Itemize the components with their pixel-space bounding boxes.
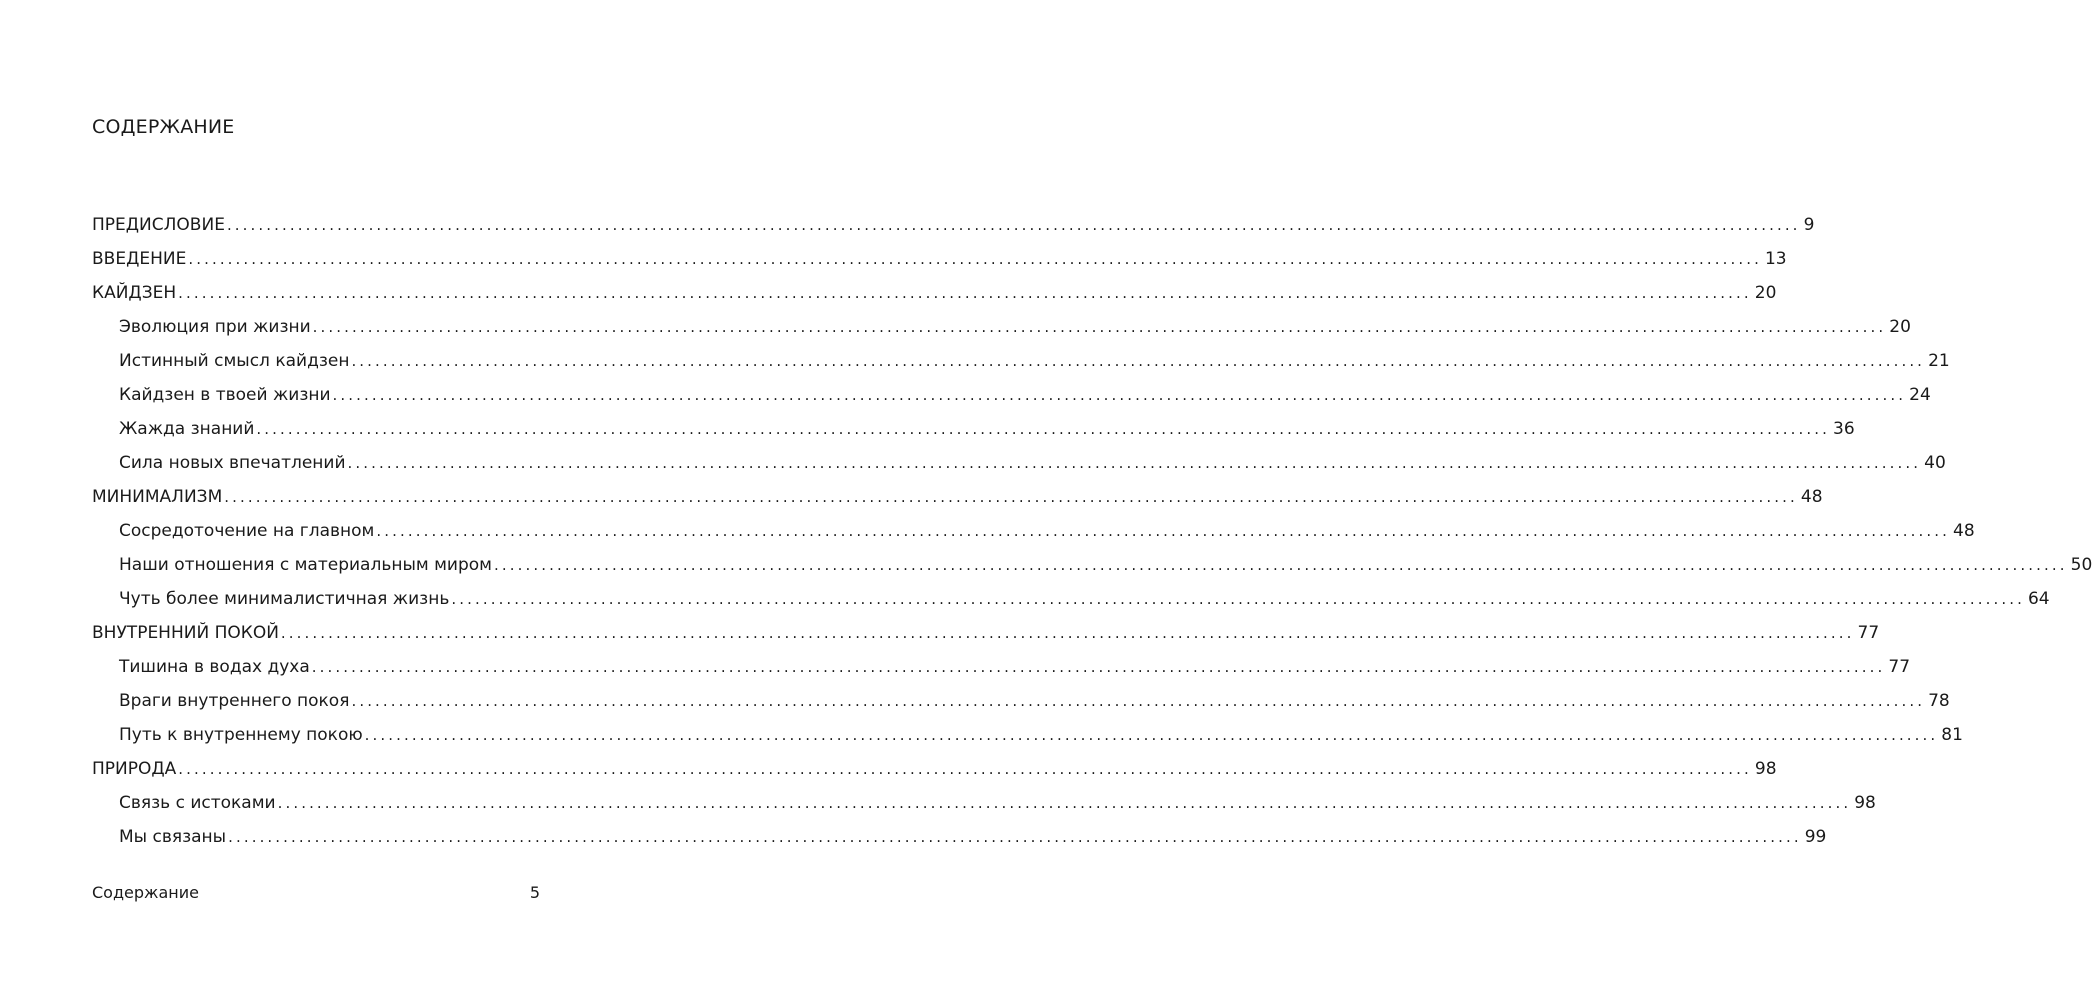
toc-entry-page: 9 — [1803, 215, 1815, 235]
toc-subsection-entry — [92, 650, 1911, 684]
toc-entry-page: 50 — [2070, 555, 2092, 575]
toc-entry-page: 21 — [1928, 351, 1950, 371]
toc-entry-page: 48 — [1800, 487, 1823, 507]
toc-leader-dots: ........................................................................................................................................................................................................ — [451, 590, 2025, 608]
toc-entry-label: Наши отношения с материальным миром — [119, 555, 492, 575]
toc-entry-page: 20 — [1754, 283, 1777, 303]
toc-entry-page: 78 — [1928, 691, 1950, 711]
toc-entry-label: ПРИРОДА — [92, 759, 177, 779]
toc-section-entry — [92, 208, 1815, 242]
toc-entry-label: Сосредоточение на главном — [119, 521, 375, 541]
page-title: СОДЕРЖАНИЕ — [92, 116, 235, 138]
toc-entry-label: КАЙДЗЕН — [92, 283, 177, 303]
toc-entry-page: 24 — [1909, 385, 1931, 405]
toc-entry-label: Эволюция при жизни — [119, 317, 311, 337]
toc-entry-page: 36 — [1833, 419, 1855, 439]
toc-subsection-entry — [92, 718, 1963, 752]
toc-entry-label: ПРЕДИСЛОВИЕ — [92, 215, 225, 235]
toc-entry-label: МИНИМАЛИЗМ — [92, 487, 223, 507]
toc-entry-label: Чуть более минималистичная жизнь — [119, 589, 450, 609]
toc-entry-label: Связь с истоками — [119, 793, 276, 813]
toc-leader-dots: ........................................................................................................................................................................................................ — [494, 556, 2068, 574]
toc-subsection-entry — [92, 684, 1950, 718]
toc-leader-dots: ........................................................................................................................................................................................................ — [347, 454, 1922, 472]
toc-entry-label: Тишина в водах духа — [119, 657, 310, 677]
toc-leader-dots: ........................................................................................................................................................................................................ — [277, 794, 1852, 812]
toc-entry-page: 77 — [1857, 623, 1880, 643]
toc-subsection-entry — [92, 548, 2092, 582]
toc-section-entry — [92, 752, 1777, 786]
toc-leader-dots: ........................................................................................................................................................................................................ — [280, 624, 1855, 642]
toc-leader-dots: ........................................................................................................................................................................................................ — [351, 692, 1926, 710]
toc-entry-page: 48 — [1953, 521, 1975, 541]
toc-entry-label: Путь к внутреннему покою — [119, 725, 363, 745]
toc-entry-label: Истинный смысл кайдзен — [119, 351, 350, 371]
toc-entry-page: 77 — [1888, 657, 1911, 677]
toc-subsection-entry — [92, 378, 1931, 412]
toc-entry-page: 81 — [1941, 725, 1963, 745]
toc-leader-dots: ........................................................................................................................................................................................................ — [364, 726, 1939, 744]
toc-entry-page: 99 — [1804, 827, 1827, 847]
toc-section-entry — [92, 242, 1787, 276]
toc-subsection-entry — [92, 582, 2050, 616]
toc-subsection-entry — [92, 820, 1827, 854]
toc-entry-label: Враги внутреннего покоя — [119, 691, 350, 711]
toc-leader-dots: ........................................................................................................................................................................................................ — [228, 828, 1802, 846]
toc-entry-page: 98 — [1754, 759, 1777, 779]
toc-subsection-entry — [92, 310, 1911, 344]
toc-entry-label: Мы связаны — [119, 827, 227, 847]
running-footer-title: Содержание — [92, 883, 199, 902]
toc-entry-label: Кайдзен в твоей жизни — [119, 385, 331, 405]
toc-subsection-entry — [92, 786, 1876, 820]
toc-leader-dots: ........................................................................................................................................................................................................ — [188, 250, 1762, 268]
toc-subsection-entry — [92, 446, 1946, 480]
toc-subsection-entry — [92, 412, 1855, 446]
toc-section-entry — [92, 480, 1823, 514]
table-of-contents — [92, 208, 2092, 854]
toc-leader-dots: ........................................................................................................................................................................................................ — [178, 760, 1752, 778]
toc-leader-dots: ........................................................................................................................................................................................................ — [224, 488, 1798, 506]
toc-leader-dots: ........................................................................................................................................................................................................ — [178, 284, 1752, 302]
toc-leader-dots: ........................................................................................................................................................................................................ — [312, 318, 1887, 336]
toc-subsection-entry — [92, 514, 1975, 548]
toc-leader-dots: ........................................................................................................................................................................................................ — [226, 216, 1801, 234]
footer-page-number: 5 — [529, 883, 540, 902]
toc-entry-page: 98 — [1854, 793, 1876, 813]
toc-subsection-entry — [92, 344, 1950, 378]
toc-entry-label: Сила новых впечатлений — [119, 453, 346, 473]
toc-entry-label: ВВЕДЕНИЕ — [92, 249, 187, 269]
toc-entry-label: ВНУТРЕННИЙ ПОКОЙ — [92, 623, 279, 643]
toc-entry-page: 13 — [1764, 249, 1787, 269]
toc-section-entry — [92, 276, 1777, 310]
toc-leader-dots: ........................................................................................................................................................................................................ — [256, 420, 1831, 438]
toc-leader-dots: ........................................................................................................................................................................................................ — [376, 522, 1950, 540]
toc-leader-dots: ........................................................................................................................................................................................................ — [311, 658, 1886, 676]
toc-entry-page: 64 — [2027, 589, 2050, 609]
toc-entry-label: Жажда знаний — [119, 419, 255, 439]
toc-leader-dots: ........................................................................................................................................................................................................ — [332, 386, 1907, 404]
toc-section-entry — [92, 616, 1880, 650]
toc-leader-dots: ........................................................................................................................................................................................................ — [351, 352, 1926, 370]
toc-entry-page: 40 — [1924, 453, 1946, 473]
toc-entry-page: 20 — [1889, 317, 1911, 337]
